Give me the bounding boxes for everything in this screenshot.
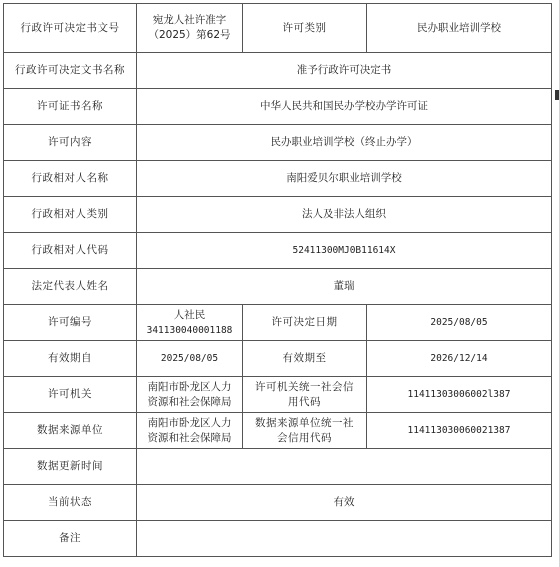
label-cert-name: 许可证书名称 [4,89,137,125]
value-license-no [137,305,243,341]
value-valid-to [367,341,552,377]
decision-date-text: 2025/08/05 [430,317,488,328]
value-license-type: 民办职业培训学校 [367,4,552,53]
row-counterpart-name [4,161,552,197]
value-decision-no-line1: 宛龙人社许准字 [152,14,227,26]
label-update-time: 数据更新时间 [4,449,137,485]
label-counterpart-name: 行政相对人名称 [4,161,137,197]
label-license-no: 许可编号 [4,305,137,341]
value-source-code [367,413,552,449]
value-source-line2: 资源和社会保障局 [147,431,232,444]
label-counterpart-code: 行政相对人代码 [4,233,137,269]
license-info-table [3,3,552,557]
row-cert-name [4,89,552,125]
label-authority: 许可机关 [4,377,137,413]
label-source-code-line2: 会信用代码 [277,431,332,444]
label-decision-name: 行政许可决定文书名称 [4,53,137,89]
row-source [4,413,552,449]
label-remark: 备注 [4,521,137,557]
value-decision-name: 准予行政许可决定书 [137,53,552,89]
row-content [4,125,552,161]
label-decision-no: 行政许可决定书文号 [4,4,137,53]
row-decision-no [4,4,552,53]
label-source: 数据来源单位 [4,413,137,449]
label-decision-date: 许可决定日期 [243,305,367,341]
row-update-time [4,449,552,485]
row-counterpart-code [4,233,552,269]
value-decision-no [137,4,243,53]
value-counterpart-code [137,233,552,269]
value-source-line1: 南阳市卧龙区人力 [147,416,232,429]
row-decision-name [4,53,552,89]
value-status: 有效 [137,485,552,521]
row-legal-rep [4,269,552,305]
value-authority-line1: 南阳市卧龙区人力 [147,380,232,393]
value-authority-code [367,377,552,413]
label-source-code-line1: 数据来源单位统一社 [255,416,354,429]
value-license-no-line2 [139,323,240,338]
license-no-digits: 341130040001188 [146,324,233,336]
row-license-no [4,305,552,341]
valid-to-text: 2026/12/14 [430,353,488,364]
value-decision-no-line2: （2025）第62号 [148,29,231,41]
value-source [137,413,243,449]
scrollbar-edge-marker [555,90,559,100]
label-valid-to: 有效期至 [243,341,367,377]
label-authority-code-line2: 用代码 [288,395,321,408]
label-legal-rep: 法定代表人姓名 [4,269,137,305]
value-update-time [137,449,552,485]
value-authority-line2: 资源和社会保障局 [147,395,232,408]
source-code-text: 114113030060021387 [407,425,511,436]
value-counterpart-type: 法人及非法人组织 [137,197,552,233]
row-authority [4,377,552,413]
value-legal-rep: 董瑞 [137,269,552,305]
value-cert-name: 中华人民共和国民办学校办学许可证 [137,89,552,125]
value-counterpart-name: 南阳爱贝尔职业培训学校 [137,161,552,197]
authority-code-text: 11411303006002l387 [407,389,511,400]
label-license-type: 许可类别 [243,4,367,53]
label-authority-code-line1: 许可机关统一社会信 [255,380,354,393]
label-content: 许可内容 [4,125,137,161]
label-counterpart-type: 行政相对人类别 [4,197,137,233]
value-authority [137,377,243,413]
value-content: 民办职业培训学校（终止办学） [137,125,552,161]
counterpart-code-text: 52411300MJ0B11614X [292,245,396,256]
label-status: 当前状态 [4,485,137,521]
value-license-no-line1: 人社民 [173,308,206,321]
label-valid-from: 有效期自 [4,341,137,377]
row-remark [4,521,552,557]
value-valid-from [137,341,243,377]
row-counterpart-type [4,197,552,233]
row-valid-period [4,341,552,377]
value-remark [137,521,552,557]
row-status [4,485,552,521]
label-authority-code [243,377,367,413]
value-decision-date [367,305,552,341]
label-source-code [243,413,367,449]
valid-from-text: 2025/08/05 [160,353,219,364]
